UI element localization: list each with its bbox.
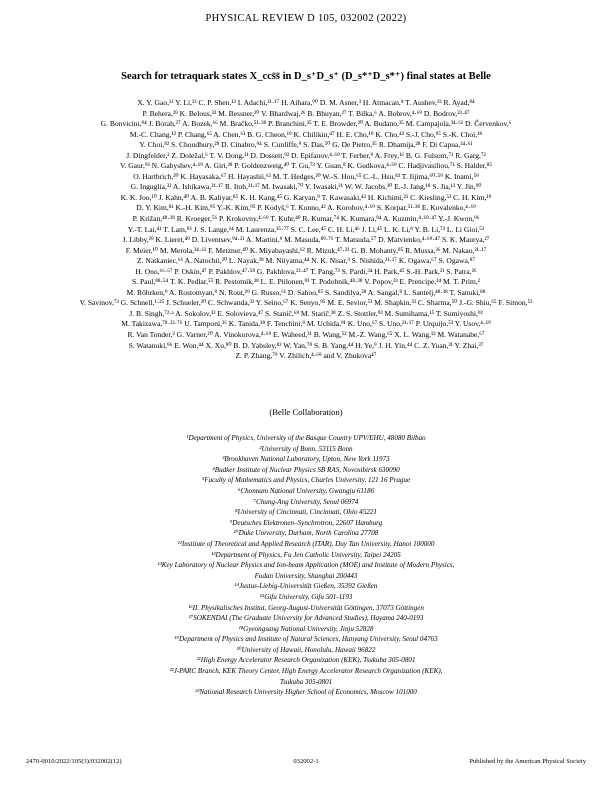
author-line: P. Križan,⁴⁸·³⁸ R. Kroeger,⁵⁶ P. Krokovny,⁴·⁶⁹ T. Kuhr,⁴⁹ R. Kumar,⁷⁴ K. Kumara,⁹⁴ A. Kuzmin,⁴·⁶⁹·⁴⁷ Y.-J. Kwon,⁹⁶ bbox=[132, 214, 480, 224]
affiliation-line: ¹⁹Department of Physics and Institute of Natural Sciences, Hanyang University, Seoul 04763 bbox=[174, 635, 438, 644]
affiliation-line: ⁴Budker Institute of Nuclear Physics SB RAS, Novosibirsk 630090 bbox=[212, 465, 400, 474]
author-line: J. Dingfelder,² Z. Doležal,⁶ T. V. Dong,¹¹ D. Dossett,⁹² D. Epifanov,⁴·⁶⁹ T. Ferber,⁹ A. Frey,¹⁶ B. G. Fulsom,⁷¹ R. Garg,⁷² bbox=[126, 150, 486, 160]
affiliation-line: ¹Department of Physics, University of the Basque Country UPV/EHU, 48080 Bilbao bbox=[186, 434, 426, 442]
affiliation-line: ¹⁰Duke University, Durham, North Carolina 27708 bbox=[233, 529, 379, 538]
author-line: J. B. Singh,⁷²·ᵃ A. Sokolov,³³ E. Solovieva,⁴⁷ S. Stanič,⁶⁸ M. Starič,³⁸ Z. S. Stottler,⁹³ M. Sumihama,¹⁵ T. Sumiyoshi,⁹² bbox=[129, 308, 483, 318]
affiliation-line: ¹²Department of Physics, Fu Jen Catholic University, Taipei 24205 bbox=[211, 550, 401, 559]
author-line: M. Takizawa,⁷⁸·²²·⁷⁶ U. Tamponi,³⁶ K. Tanida,³⁸ F. Tenchini,⁹ M. Uchida,⁹¹ K. Uno,⁶⁷ S. Uno,²¹·¹⁷ P. Urquijo,⁵³ Y. Usov,⁴·⁶⁹ bbox=[121, 319, 491, 329]
author-line: S. Paul,⁸⁸·⁵⁴ T. K. Pedlar,⁵⁵ R. Pestotnik,³⁸ L. E. Piilonen,⁹³ T. Podobnik,⁴⁸·³⁸ V. Popov,²³ E. Prencipe,¹⁴ M. T. Prim,² bbox=[131, 277, 480, 287]
affiliation-line: ⁹Deutsches Elektronen–Synchrotron, 22607 Hamburg bbox=[229, 518, 383, 527]
affiliation-line: ¹⁴Justus-Liebig-Universität Gießen, 35392 Gießen bbox=[234, 582, 378, 591]
author-line: F. Meier,¹⁰ M. Merola,³⁴·⁶¹ F. Metzner,⁴⁰ K. Miyabayashi,⁶² R. Mizuk,⁴⁷·²³ G. B. Mohanty,⁸⁵ R. Mussa,³⁶ M. Nakao,²¹·¹⁷ bbox=[125, 245, 487, 255]
affiliation-line: ¹⁵Gifu University, Gifu 501-1193 bbox=[259, 592, 353, 601]
affiliation-line: ¹¹Institute of Theoretical and Applied Research (ITAR), Duy Tan University, Hanoi 100000 bbox=[177, 539, 435, 548]
affiliation-line: ²⁰University of Hawaii, Honolulu, Hawaii 96822 bbox=[236, 645, 376, 654]
affiliation-line: ¹⁸Gyeongsang National University, Jinju 52828 bbox=[238, 624, 374, 633]
author-line: X. Y. Gao,¹³ Y. Li,¹³ C. P. Shen,¹³ I. Adachi,²¹·¹⁷ H. Aihara,⁹⁰ D. M. Asner,³ H. Atmacan,⁸ T. Aushev,²³ R. Ayad,⁸⁴ bbox=[137, 98, 475, 107]
affiliation-line: Tsukuba 305-0801 bbox=[279, 677, 333, 686]
affiliation-line: ⁶Chonnam National University, Gwangju 61186 bbox=[237, 486, 375, 495]
author-line: Z. Natkaniec,⁶⁶ A. Natochii,²⁰ L. Nayak,²⁸ M. Niiyama,⁴⁴ N. K. Nisar,³ S. Nishida,²¹·¹⁷ K. Ogawa,⁶⁷ S. Ogawa,⁸⁷ bbox=[137, 256, 475, 266]
affiliation-line: ¹⁷SOKENDAI (The Graduate University for Advanced Studies), Hayama 240-0193 bbox=[188, 614, 424, 623]
affiliation-line: ⁵Faculty of Mathematics and Physics, Charles University, 121 16 Prague bbox=[201, 476, 411, 485]
author-line: H. Ono,⁶⁶·⁶⁷ P. Oskin,⁴⁷ P. Pakhlov,⁴⁷·⁵⁸ G. Pakhlova,²³·⁴⁷ T. Pang,⁷³ S. Pardi,³⁴ H. Park,⁴⁵ S.-H. Park,²¹ S. Patra,²⁶ bbox=[135, 266, 477, 276]
affiliation-line: ¹⁶II. Physikalisches Institut, Georg-August-Universität Göttingen, 37073 Göttingen bbox=[188, 603, 424, 612]
footer-issn: 2470-0010/2022/105(3)/032002(12) bbox=[26, 758, 122, 765]
journal-header: PHYSICAL REVIEW D 105, 032002 (2022) bbox=[205, 13, 407, 24]
affiliation-line: ⁷Chung-Ang University, Seoul 06974 bbox=[253, 497, 359, 506]
author-line: V. Gaur,⁹³ N. Gabyshev,⁴·⁶⁹ A. Giri,²⁸ P. Goldenzweig,⁴⁰ T. Gu,⁷³ Y. Guan,⁸ K. Gudkova,⁴·⁶⁹ C. Hadjivasiliou,⁷¹ S. Halder,⁸⁵ bbox=[119, 161, 493, 171]
affiliation-line: Fudan University, Shanghai 200443 bbox=[254, 571, 358, 580]
author-line: G. Bonvicini,⁹⁴ J. Borah,²⁷ A. Bozek,⁶⁶ M. Bračko,⁵¹·³⁸ P. Branchini,³⁵ T. E. Browder,²⁰ A. Budano,³⁵ M. Campajola,³⁴·⁶¹ D. Červenkov,⁶ bbox=[100, 119, 512, 129]
author-list bbox=[30, 98, 582, 362]
affiliation-line: ²¹High Energy Accelerator Research Organization (KEK), Tsukuba 305-0801 bbox=[196, 656, 416, 665]
footer-page-number: 032002-1 bbox=[293, 758, 319, 765]
collaboration-name: (Belle Collaboration) bbox=[269, 407, 343, 417]
author-line: Y. Choi,⁸² S. Choudhury,²⁸ D. Cinabro,⁹⁴ S. Cunliffe,⁹ S. Das,⁵⁰ G. De Pietro,³⁵ R. Dhamija,²⁸ F. Di Capua,³⁴·⁶¹ bbox=[139, 140, 473, 150]
author-line: D. Y. Kim,⁸¹ K.-H. Kim,⁹⁵ Y.-K. Kim,⁹⁵ P. Kodyš,⁶ T. Konno,⁴² A. Korobov,⁴·⁶⁹ S. Korpar,⁵¹·³⁸ E. Kovalenko,⁴·⁶⁹ bbox=[136, 203, 476, 213]
author-line: Z. P. Zhang,⁷⁹ V. Zhilich,⁴·⁶⁹ and V. Zhukova⁴⁷ bbox=[235, 351, 377, 361]
affiliation-line: ²²J-PARC Branch, KEK Theory Center, High Energy Accelerator Research Organization (KEK), bbox=[169, 667, 443, 676]
author-line: G. Inguglia,³² A. Ishikawa,²¹·¹⁷ R. Itoh,²¹·¹⁷ M. Iwasaki,⁷⁰ Y. Iwasaki,²¹ W. W. Jacobs,³⁰ E.-J. Jang,¹⁸ S. Jia,¹³ Y. Jin,⁹⁰ bbox=[130, 182, 482, 192]
page-footer bbox=[26, 758, 586, 770]
author-line: P. Behera,²⁹ K. Belous,³³ M. Bessner,²⁰ V. Bhardwaj,²⁶ B. Bhuyan,²⁷ T. Bilka,⁶ A. Bobrov,⁴·⁶⁹ D. Bodrov,²³·⁴⁷ bbox=[142, 108, 470, 118]
affiliation-list bbox=[40, 433, 572, 698]
author-line: R. Van Tonder,² G. Varner,²⁰ A. Vinokurova,⁴·⁶⁹ E. Waheed,²¹ B. Wang,⁵² M.-Z. Wang,⁶⁵ X. L. Wang,¹³ M. Watanabe,⁶⁷ bbox=[127, 330, 485, 340]
footer-publisher: Published by the American Physical Society bbox=[469, 758, 586, 765]
author-line: M.-C. Chang,¹² P. Chang,⁶⁵ A. Chen,⁶³ B. G. Cheon,¹⁹ K. Chilikin,⁴⁷ H. E. Cho,¹⁹ K. Cho,⁴³ S.-J. Cho,⁹⁵ S.-K. Choi,¹⁸ bbox=[129, 129, 483, 139]
author-line: O. Hartbrich,²⁰ K. Hayasaka,⁶⁷ H. Hayashii,⁶² M. T. Hedges,²⁰ W.-S. Hou,⁶⁵ C.-L. Hsu,⁸³ T. Iijima,⁶⁰·⁵⁹ K. Inami,⁵⁹ bbox=[133, 171, 479, 181]
affiliation-line: ¹³Key Laboratory of Nuclear Physics and Ion-beam Application (MOE) and Institute of Modern Physics, bbox=[157, 561, 455, 570]
affiliation-line: ²³National Research University Higher School of Economics, Moscow 101000 bbox=[195, 688, 417, 697]
affiliation-line: ³Brookhaven National Laboratory, Upton, New York 11973 bbox=[222, 455, 390, 464]
author-line: M. Röhrken,⁹ A. Rostomyan,⁹ N. Rout,²⁹ G. Russo,⁶¹ D. Sahoo,⁸⁵ S. Sandilya,²⁸ A. Sangal,⁸ L. Santelj,⁴⁸·³⁸ T. Sanuki,⁸⁸ bbox=[126, 287, 486, 297]
author-line: K. K. Joo,¹⁰ J. Kahn,⁴⁰ A. B. Kaliyar,⁸⁵ K. H. Kang,⁴⁵ G. Karyan,⁹ T. Kawasaki,⁴² H. Kichimi,²¹ C. Kiesling,⁵² C. H. Kim,¹⁹ bbox=[120, 192, 492, 202]
author-line: Y.-T. Lai,⁴¹ T. Lam,⁹³ J. S. Lange,¹⁴ M. Laurenza,³⁵·⁷⁷ S. C. Lee,⁴⁵ C. H. Li,⁴⁶ J. Li,⁴⁵ L. K. Li,⁸ Y. B. Li,⁷³ L. Li Gioi,⁵² bbox=[127, 224, 485, 234]
affiliation-line: ²University of Bonn, 53115 Bonn bbox=[259, 444, 353, 453]
affiliation-line: ⁸University of Cincinnati, Cincinnati, Ohio 45221 bbox=[235, 508, 377, 517]
paper-title: Search for tetraquark states X_ccs̄s̄ in D_s⁺D_s⁺ (D_s*⁺D_s*⁺) final states at Belle bbox=[121, 71, 491, 82]
author-line: V. Savinov,⁷³ G. Schnell,¹·²⁵ J. Schueler,²⁰ C. Schwanda,³² Y. Seino,⁶⁷ K. Senyo,⁹⁵ M. E. Sevior,⁵³ M. Shapkin,³³ C. Sharma,⁵⁰ J.-G. Shiu,⁶⁵ F. Simon,⁵² bbox=[79, 298, 533, 308]
author-line: S. Watanuki,⁹⁶ E. Won,⁴⁴ X. Xu,⁸⁰ B. D. Yabsley,⁸³ W. Yan,⁷⁹ S. B. Yang,⁴⁴ H. Ye,⁹ J. H. Yin,⁴⁴ C. Z. Yuan,³¹ Y. Zhai,³⁷ bbox=[128, 340, 484, 350]
author-line: J. Libby,²⁹ K. Lieret,⁴⁹ D. Liventsev,⁹⁴·²¹ A. Martini,⁹ M. Masuda,⁸⁹·⁷⁶ T. Matsuda,⁵⁷ D. Matvienko,⁴·⁶⁹·⁴⁷ S. K. Maurya,²⁷ bbox=[122, 235, 490, 245]
